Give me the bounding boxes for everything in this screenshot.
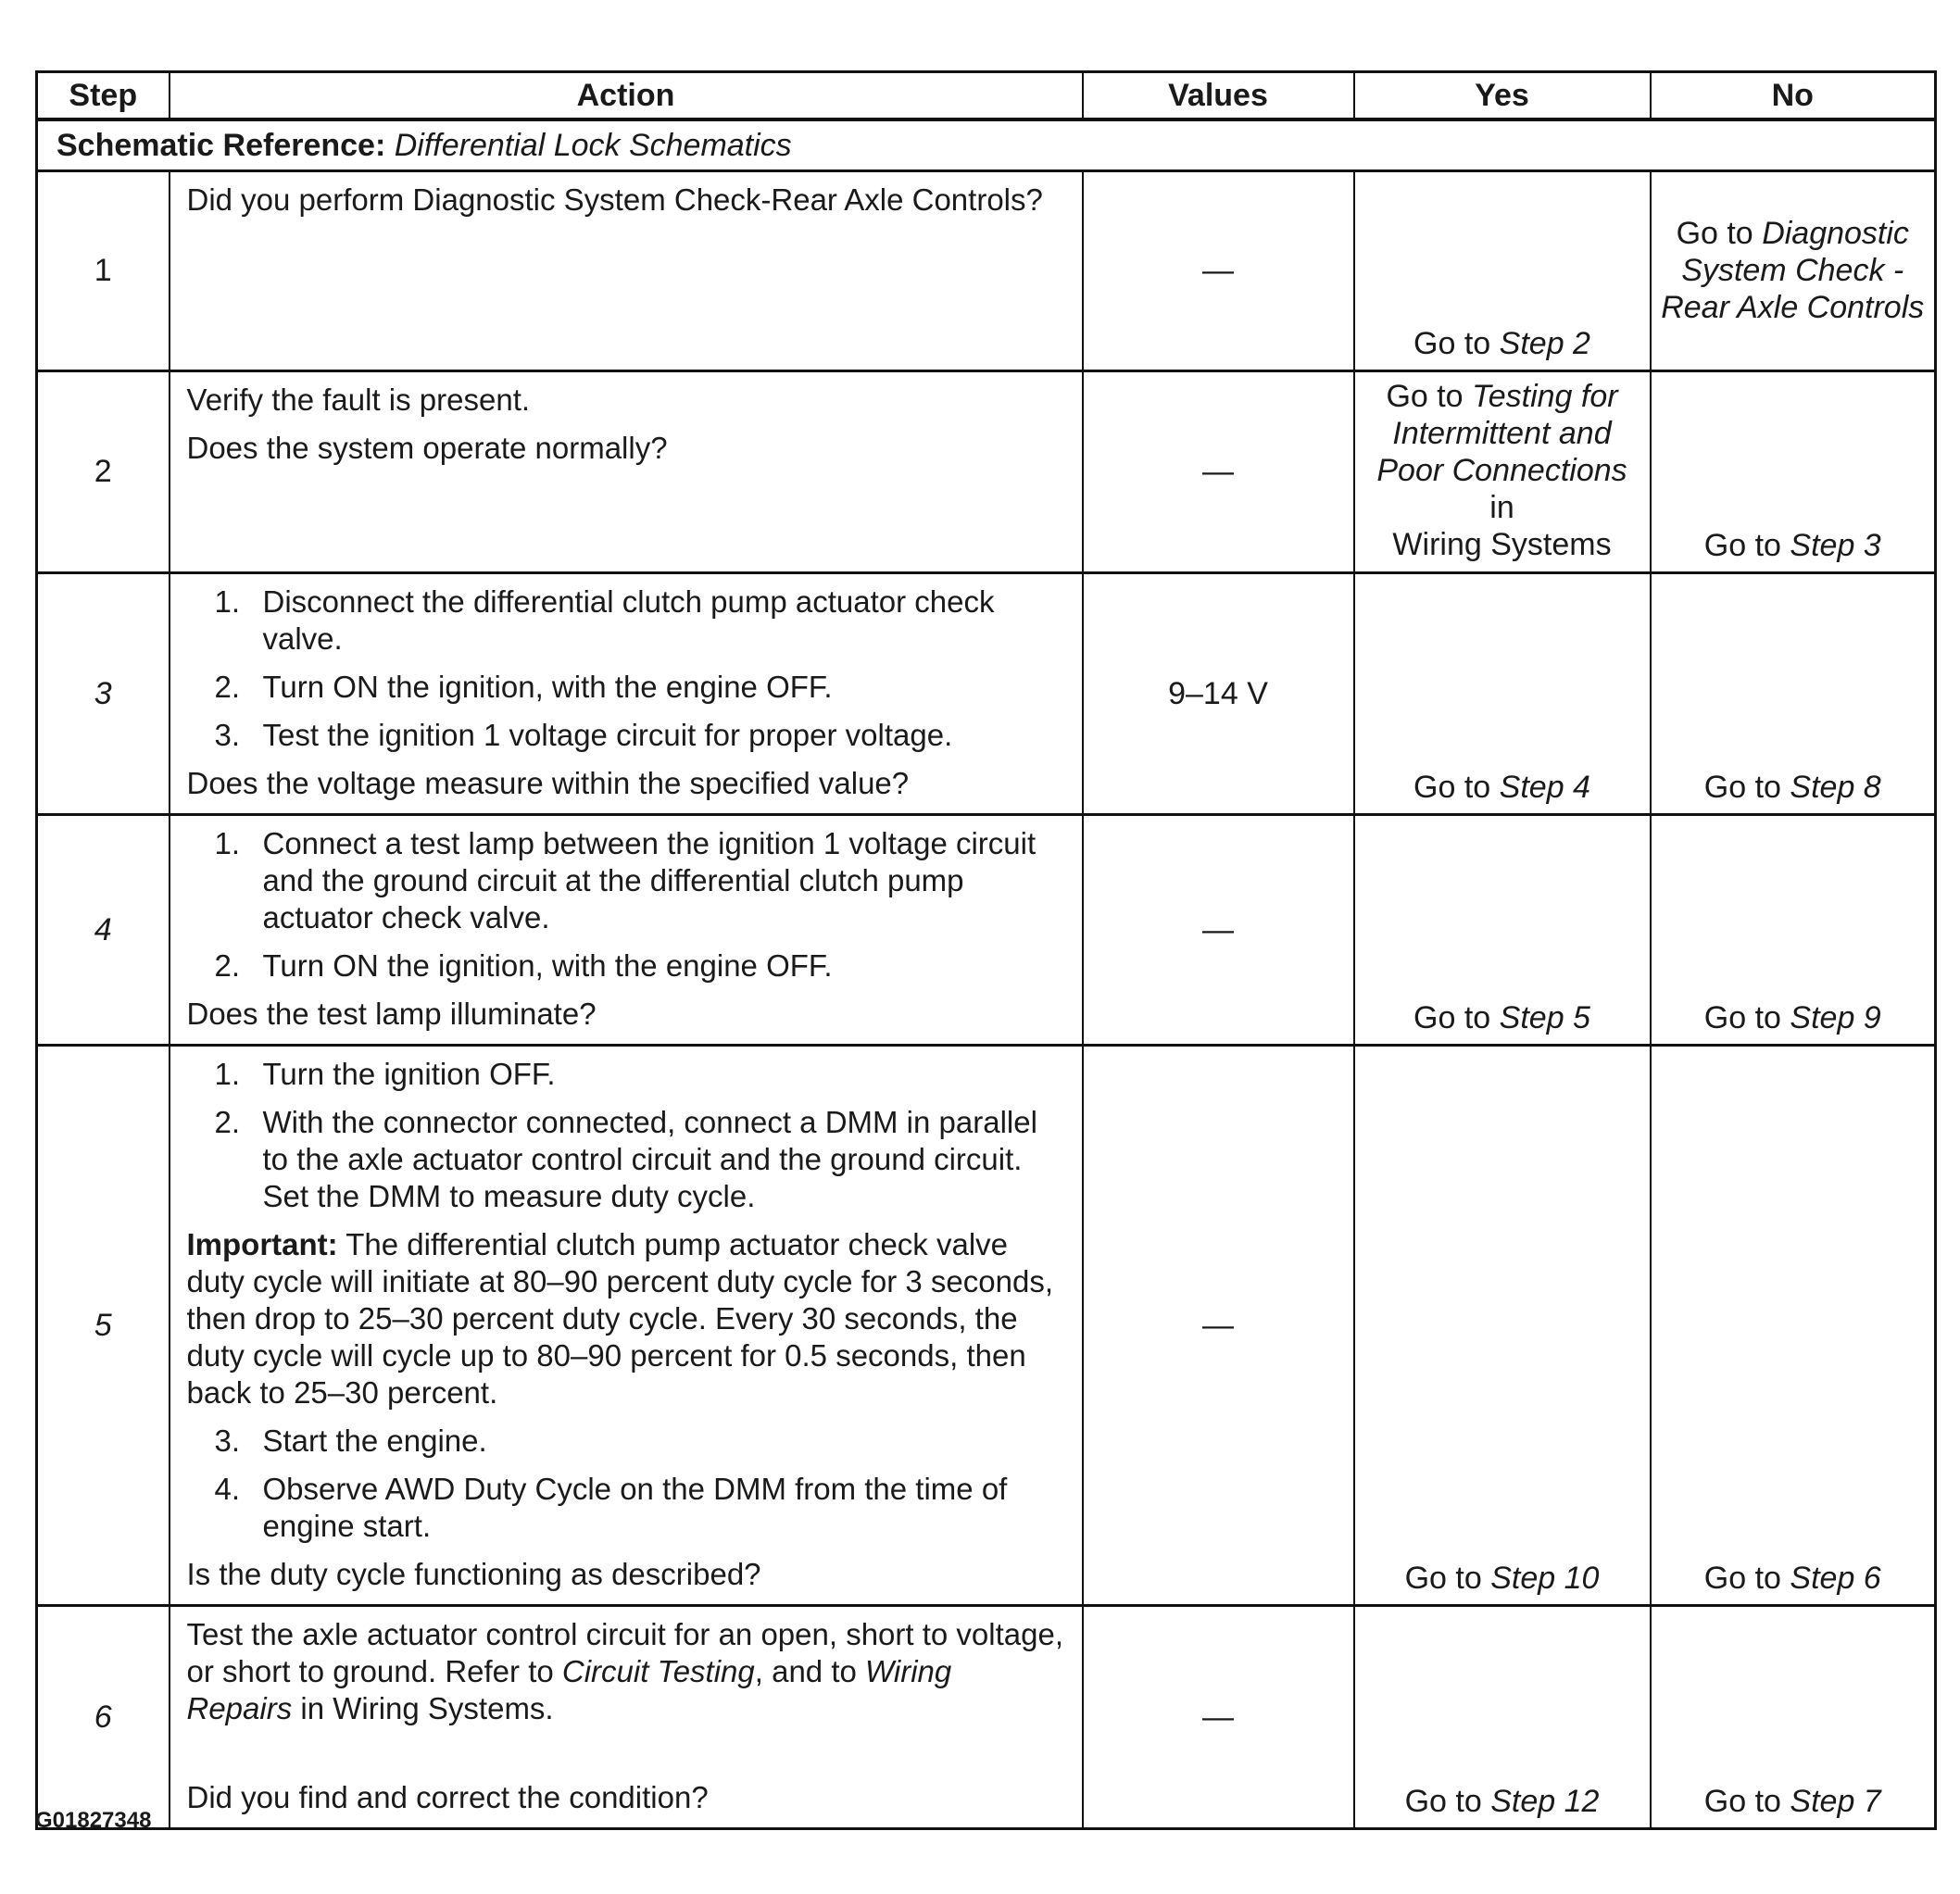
list-item: 4. Observe AWD Duty Cycle on the DMM from the time of engine start. [214,1472,1008,1543]
no-cell [1651,171,1936,371]
yes-cell [1354,371,1651,573]
no-prefix: Go to [1703,1000,1781,1035]
list-item: 2. Turn ON the ignition, with the engine OFF. [214,948,833,983]
action-cell [170,573,1083,815]
action-steps [187,583,1065,754]
no-prefix: Go to [1703,528,1781,563]
yes-prefix: Go to [1413,326,1491,361]
no-cell [1651,1606,1936,1829]
header-values: Values [1083,72,1354,120]
schematic-reference-link[interactable]: Differential Lock Schematics [394,127,792,163]
no-prefix: Go to [1703,770,1781,805]
yes-link[interactable]: Step 12 [1490,1784,1600,1819]
table-row [37,815,1936,1046]
action-question: Is the duty cycle functioning as described? [186,1557,761,1591]
no-link[interactable]: Step 3 [1790,528,1881,563]
important-label: Important: [186,1227,338,1261]
values-cell: — [1083,815,1354,1046]
header-yes: Yes [1354,72,1651,120]
step-number: 1 [37,171,170,371]
yes-link[interactable]: Testing for Intermittent and Poor Connections [1376,379,1627,488]
table-row [37,371,1936,573]
no-cell [1651,815,1936,1046]
circuit-testing-link[interactable]: Circuit Testing [561,1654,755,1688]
yes-cell [1354,573,1651,815]
step-number: 5 [37,1046,170,1606]
no-cell [1651,371,1936,573]
important-note [187,1226,1065,1411]
list-item: 3. Test the ignition 1 voltage circuit for proper voltage. [214,718,953,752]
yes-cell [1354,815,1651,1046]
yes-prefix: Go to [1386,379,1464,414]
yes-prefix: Go to [1404,1561,1482,1596]
list-item: 1. Turn the ignition OFF. [214,1057,556,1091]
yes-suffix: Wiring Systems [1392,527,1612,562]
schematic-reference-row [37,119,1936,171]
step-number: 4 [37,815,170,1046]
schematic-reference [37,119,1936,171]
list-item: 2. Turn ON the ignition, with the engine OFF. [214,670,833,704]
yes-link[interactable]: Step 4 [1499,770,1590,805]
yes-mid: in [1489,490,1514,525]
values-cell: — [1083,371,1354,573]
yes-cell [1354,1046,1651,1606]
action-cell [170,171,1083,371]
no-cell [1651,573,1936,815]
step-number: 3 [37,573,170,815]
header-step: Step [37,72,170,120]
schematic-reference-label: Schematic Reference: [57,127,386,163]
table-row [37,1046,1936,1606]
list-item: 3. Start the engine. [214,1424,487,1458]
action-cell [170,1606,1083,1829]
no-prefix: Go to [1703,1561,1781,1596]
values-cell: — [1083,171,1354,371]
step-number: 2 [37,371,170,573]
no-prefix: Go to [1676,215,1753,251]
values-cell: 9–14 V [1083,573,1354,815]
header-row [37,72,1936,120]
values-cell: — [1083,1046,1354,1606]
important-text: The differential clutch pump actuator check valve duty cycle will initiate at 80–90 percent duty cycle for 3 seconds, then drop to 25–30 percent duty cycle. Every 30 seconds, the duty cycle will cycle up to 80–90 percent for 0.5 seconds, then back to 25–30 percent. [186,1227,1053,1410]
list-item: 1. Connect a test lamp between the ignition 1 voltage circuit and the ground circuit at the differential clutch pump actuator check valve. [214,826,1037,934]
yes-link[interactable]: Step 10 [1490,1561,1600,1596]
yes-cell [1354,1606,1651,1829]
action-cell [170,1046,1083,1606]
header-action: Action [170,72,1083,120]
no-link[interactable]: Step 8 [1790,770,1881,805]
action-question: Does the voltage measure within the specified value? [186,766,910,800]
action-question: Did you perform Diagnostic System Check-Rear Axle Controls? [186,182,1043,217]
figure-id: G01827348 [35,1808,152,1833]
list-item: 1. Disconnect the differential clutch pump actuator check valve. [214,584,995,656]
list-item: 2. With the connector connected, connect a DMM in parallel to the axle actuator control circuit and the ground circuit. Set the DMM to measure duty cycle. [214,1105,1037,1213]
action-question: Does the test lamp illuminate? [186,997,597,1031]
action-steps [187,825,1065,985]
action-text: Test the axle actuator control circuit for an open, short to voltage, or short to ground. Refer to Circuit Testing, and to Wiring Repairs in Wiring Systems. [186,1617,1064,1725]
yes-prefix: Go to [1413,770,1491,805]
action-question: Did you find and correct the condition? [186,1780,709,1814]
action-question: Does the system operate normally? [186,431,668,465]
yes-prefix: Go to [1404,1784,1482,1819]
no-link[interactable]: Step 6 [1790,1561,1881,1596]
values-cell: — [1083,1606,1354,1829]
wiring-repairs-link[interactable]: Wiring Repairs [186,1654,952,1725]
action-text: Verify the fault is present. [186,383,531,417]
yes-link[interactable]: Step 5 [1499,1000,1590,1035]
no-link[interactable]: Step 7 [1790,1784,1881,1819]
no-prefix: Go to [1703,1784,1781,1819]
action-steps [187,1423,1065,1545]
no-link[interactable]: Diagnostic System Check - Rear Axle Controls [1661,215,1925,325]
action-steps [187,1056,1065,1215]
table-row [37,1606,1936,1829]
action-cell [170,371,1083,573]
yes-prefix: Go to [1413,1000,1491,1035]
no-link[interactable]: Step 9 [1790,1000,1881,1035]
action-cell [170,815,1083,1046]
table-row [37,573,1936,815]
step-number: 6 [37,1606,170,1829]
table-row [37,171,1936,371]
no-cell [1651,1046,1936,1606]
yes-cell [1354,171,1651,371]
header-no: No [1651,72,1936,120]
diagnostic-table [35,70,1937,1830]
yes-link[interactable]: Step 2 [1499,326,1590,361]
